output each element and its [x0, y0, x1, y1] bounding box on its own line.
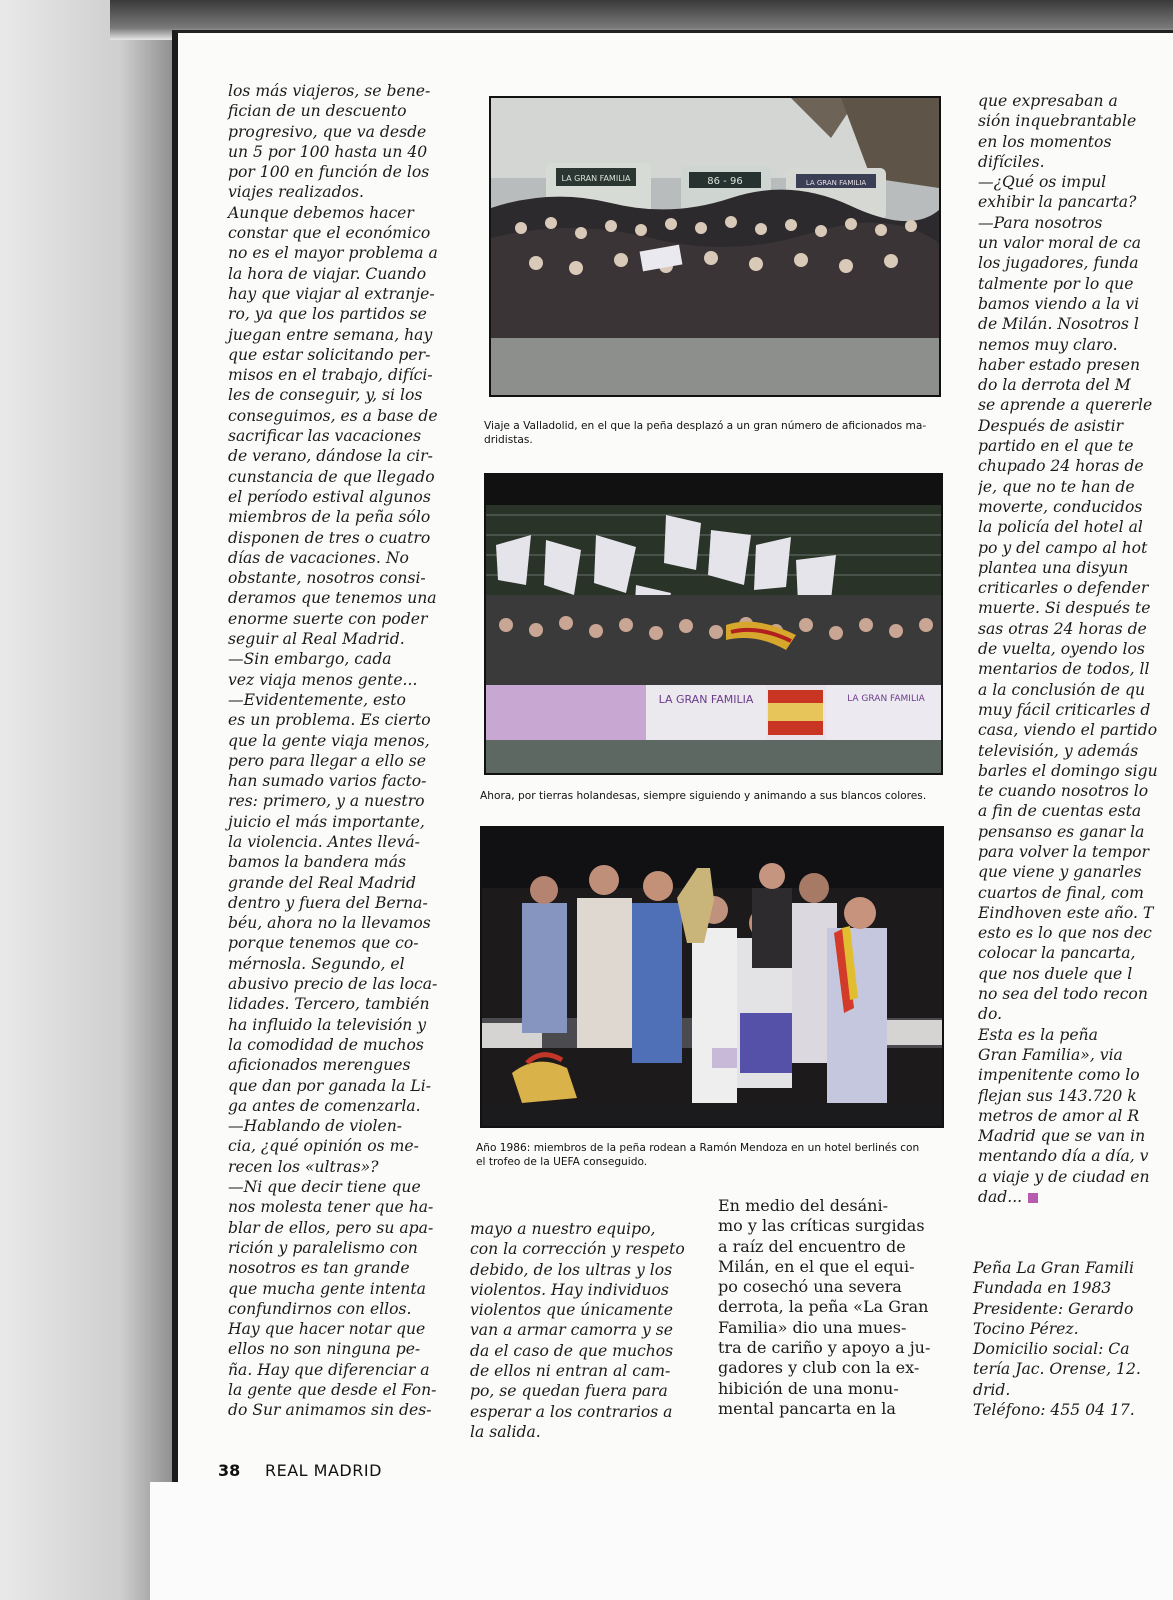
text-line: esperar a los contrarios a: [470, 1402, 673, 1421]
text-line: días de vacaciones. No: [228, 548, 409, 567]
text-line: casa, viendo el partido: [978, 721, 1158, 740]
text-line: les de conseguir, y, si los: [228, 386, 423, 405]
text-line: que la gente viaja menos,: [228, 731, 430, 750]
magazine-page: [172, 30, 1173, 1485]
banner-left: LA GRAN FAMILIA: [658, 693, 754, 706]
text-line: po y del campo al hot: [978, 538, 1148, 557]
text-line: aficionados merengues: [228, 1056, 411, 1075]
text-line: mérnosla. Segundo, el: [228, 954, 405, 973]
text-line: confundirnos con ellos.: [228, 1299, 412, 1318]
text-line: sas otras 24 horas de: [978, 619, 1147, 638]
text-line: Madrid que se van in: [978, 1127, 1146, 1146]
text-line: esto es lo que nos dec: [978, 924, 1152, 943]
text-line: cuartos de final, com: [978, 883, 1144, 902]
text-line: la gente que desde el Fon-: [228, 1381, 437, 1399]
info-line: drid.: [973, 1380, 1011, 1399]
caption-photo-3: Año 1986: miembros de la peña rodean a Ramón Mendoza en un hotel berlinés con el trofeo de la UEFA conseguido.: [476, 1142, 920, 1168]
text-line: se aprende a quererle: [978, 396, 1153, 415]
text-line: violentos que únicamente: [470, 1301, 673, 1320]
info-line: tería Jac. Orense, 12.: [973, 1360, 1141, 1379]
caption-photo-1: Viaje a Valladolid, en el que la peña desplazó a un gran número de aficionados ma- dridistas.: [484, 420, 927, 446]
text-line: nos molesta tener que ha-: [228, 1198, 434, 1217]
text-line: la salida.: [470, 1422, 541, 1441]
text-line: a la conclusión de qu: [978, 680, 1145, 699]
text-line: Aunque debemos hacer: [228, 203, 414, 222]
text-line: juicio el más importante,: [228, 812, 425, 831]
text-line: los jugadores, funda: [978, 254, 1139, 273]
photo-stadium-image: [486, 475, 941, 773]
text-line: nemos muy claro.: [978, 335, 1118, 354]
bus-sign-1: LA GRAN FAMILIA: [561, 174, 631, 183]
text-line: Milán, en el que el equi-: [718, 1256, 915, 1276]
text-line: muerte. Si después te: [978, 599, 1151, 618]
text-line: Después de asistir: [978, 416, 1124, 435]
text-line: tra de cariño y apoyo a ju-: [718, 1338, 931, 1358]
text-line: ga antes de comenzarla.: [228, 1096, 421, 1115]
text-line: haber estado presen: [978, 355, 1141, 374]
text-line: gadores y club con la ex-: [718, 1358, 920, 1378]
book-shadow-left: [0, 0, 200, 1600]
text-line: a fin de cuentas esta: [978, 802, 1142, 821]
text-line: difíciles.: [978, 152, 1045, 171]
text-line: en los momentos: [978, 132, 1112, 151]
text-line: los más viajeros, se bene-: [228, 82, 431, 100]
photo-valladolid-image: [491, 98, 939, 395]
text-line: te cuando nosotros lo: [978, 782, 1149, 801]
text-line: derrota, la peña «La Gran: [718, 1297, 929, 1317]
bus-sign-2: 86 - 96: [707, 176, 743, 187]
article-column-2: [470, 1219, 692, 1442]
text-line: la hora de viajar. Cuando: [228, 264, 427, 283]
text-line: bamos viendo a la vi: [978, 294, 1140, 313]
text-line: misos en el trabajo, difíci-: [228, 366, 433, 385]
text-line: seguir al Real Madrid.: [228, 630, 405, 649]
text-line: po, se quedan fuera para: [470, 1382, 668, 1401]
text-line: sacrificar las vacaciones: [228, 427, 422, 446]
text-line: disponen de tres o cuatro: [228, 528, 431, 547]
text-line: muy fácil criticarles d: [978, 700, 1151, 719]
text-line: a viaje y de ciudad en: [978, 1167, 1150, 1186]
text-line: obstante, nosotros consi-: [228, 569, 426, 588]
text-line: constar que el económico: [228, 224, 431, 243]
text-line: —Sin embargo, cada: [228, 650, 392, 669]
text-line: barles el domingo sigu: [978, 761, 1158, 780]
text-line: béu, ahora no la llevamos: [228, 914, 431, 933]
photo-trophy-image: [482, 828, 942, 1126]
magazine-name: REAL MADRID: [265, 1461, 382, 1480]
text-line: criticarles o defender: [978, 579, 1149, 598]
text-line: pero para llegar a ello se: [228, 751, 426, 770]
text-line: flejan sus 143.720 k: [978, 1086, 1137, 1105]
text-line: que mucha gente intenta: [228, 1279, 426, 1298]
info-line: Domicilio social: Ca: [973, 1340, 1130, 1359]
text-line: grande del Real Madrid: [228, 873, 416, 892]
text-line: de Milán. Nosotros l: [978, 315, 1139, 334]
text-line: impenitente como lo: [978, 1066, 1140, 1085]
caption-photo-2: Ahora, por tierras holandesas, siempre siguiendo y animando a sus blancos colores.: [480, 790, 927, 802]
text-line: abusivo precio de las loca-: [228, 975, 438, 994]
text-line: nosotros es tan grande: [228, 1259, 410, 1278]
info-line: Peña La Gran Famili: [973, 1259, 1134, 1277]
text-line: exhibir la pancarta?: [978, 193, 1137, 212]
text-line: —Para nosotros: [978, 213, 1103, 232]
text-line: metros de amor al R: [978, 1106, 1140, 1125]
text-line: es un problema. Es cierto: [228, 711, 431, 730]
text-line: mentando día a día, v: [978, 1147, 1149, 1166]
text-line: cia, ¿qué opinión os me-: [228, 1137, 419, 1156]
text-line: no sea del todo recon: [978, 985, 1148, 1004]
text-line: televisión, y además: [978, 741, 1139, 760]
text-line: la comodidad de muchos: [228, 1035, 424, 1054]
text-line: a raíz del encuentro de: [718, 1236, 906, 1256]
info-line: Presidente: Gerardo: [973, 1299, 1134, 1318]
text-line: do Sur animamos sin des-: [228, 1401, 432, 1420]
text-line: rición y paralelismo con: [228, 1238, 418, 1257]
text-line: un 5 por 100 hasta un 40: [228, 142, 428, 161]
text-line: un valor moral de ca: [978, 234, 1142, 253]
text-line: plantea una disyun: [978, 558, 1129, 577]
text-line: porque tenemos que co-: [228, 934, 419, 953]
text-line: je, que no te han de: [978, 477, 1135, 496]
text-line: talmente por lo que: [978, 274, 1134, 293]
text-line: lidades. Tercero, también: [228, 995, 430, 1014]
text-line: —Hablando de violen-: [228, 1117, 403, 1136]
info-line: Tocino Pérez.: [973, 1319, 1079, 1338]
text-line: pensanso es ganar la: [978, 822, 1145, 841]
text-line: por 100 en función de los: [228, 163, 430, 182]
article-column-1: [228, 81, 450, 1421]
text-line: no es el mayor problema a: [228, 244, 438, 263]
text-line: ña. Hay que diferenciar a: [228, 1360, 430, 1379]
text-line: recen los «ultras»?: [228, 1157, 379, 1176]
text-line: van a armar camorra y se: [470, 1321, 673, 1340]
text-line: la policía del hotel al: [978, 518, 1143, 537]
text-line: da el caso de que muchos: [470, 1341, 674, 1360]
text-line: mentarios de todos, ll: [978, 660, 1150, 679]
text-line: chupado 24 horas de: [978, 457, 1144, 476]
text-line: dad...: [978, 1187, 1173, 1207]
text-line: Familia» dio una mues-: [718, 1317, 907, 1337]
article-column-3: [718, 1196, 943, 1419]
text-line: que dan por ganada la Li-: [228, 1076, 431, 1095]
text-line: hay que viajar al extranje-: [228, 284, 435, 303]
text-line: deramos que tenemos una: [228, 589, 437, 608]
text-line: res: primero, y a nuestro: [228, 792, 425, 811]
text-line: que viene y ganarles: [978, 863, 1142, 882]
text-line: ro, ya que los partidos se: [228, 305, 427, 324]
text-line: mental pancarta en la: [718, 1398, 896, 1418]
text-line: hibición de una monu-: [718, 1378, 899, 1398]
pena-info-box: [973, 1258, 1173, 1420]
text-line: conseguimos, es a base de: [228, 406, 438, 425]
text-line: que expresaban a: [978, 92, 1118, 110]
text-line: de ellos ni entran al cam-: [470, 1362, 671, 1381]
text-line: ellos no son ninguna pe-: [228, 1340, 421, 1359]
text-line: que nos duele que l: [978, 964, 1133, 983]
text-line: blar de ellos, pero su apa-: [228, 1218, 434, 1237]
text-line: ha influido la televisión y: [228, 1015, 427, 1034]
text-line: la violencia. Antes llevá-: [228, 832, 420, 851]
text-line: debido, de los ultras y los: [470, 1260, 673, 1279]
text-line: mayo a nuestro equipo,: [470, 1220, 656, 1238]
text-line: cunstancia de que llegado: [228, 467, 435, 486]
text-line: mo y las críticas surgidas: [718, 1216, 925, 1236]
text-line: Esta es la peña: [978, 1025, 1098, 1044]
text-line: Eindhoven este año. T: [978, 903, 1154, 922]
text-line: viajes realizados.: [228, 183, 364, 202]
text-line: moverte, conducidos: [978, 497, 1143, 516]
text-line: progresivo, que va desde: [228, 122, 427, 141]
text-line: sión inquebrantable: [978, 112, 1137, 131]
text-line: bamos la bandera más: [228, 853, 406, 872]
text-line: —Ni que decir tiene que: [228, 1178, 421, 1197]
text-line: de verano, dándose la cir-: [228, 447, 433, 466]
text-line: do.: [978, 1005, 1003, 1024]
text-line: el período estival algunos: [228, 487, 431, 506]
text-line: partido en el que te: [978, 437, 1134, 456]
scan-background-bottom: [150, 1482, 1173, 1600]
bus-sign-3: LA GRAN FAMILIA: [805, 179, 867, 187]
text-line: Hay que hacer notar que: [228, 1320, 426, 1339]
banner-right: LA GRAN FAMILIA: [847, 694, 925, 704]
text-line: juegan entre semana, hay: [228, 325, 433, 344]
text-line: que estar solicitando per-: [228, 345, 431, 364]
info-line: Fundada en 1983: [973, 1279, 1112, 1298]
text-line: po cosechó una severa: [718, 1277, 902, 1297]
text-line: con la corrección y respeto: [470, 1240, 685, 1259]
page-number: 38: [218, 1461, 241, 1480]
text-line: miembros de la peña sólo: [228, 508, 431, 527]
photo-dutch-stadium: [484, 473, 943, 775]
text-line: para volver la tempor: [978, 842, 1149, 861]
text-line: Gran Familia», via: [978, 1045, 1123, 1064]
text-line: En medio del desáni-: [718, 1196, 888, 1215]
text-line: enorme suerte con poder: [228, 609, 428, 628]
text-line: do la derrota del M: [978, 376, 1131, 395]
text-line: violentos. Hay individuos: [470, 1280, 669, 1299]
end-of-article-mark: [1028, 1193, 1038, 1203]
text-line: —¿Qué os impul: [978, 173, 1107, 192]
text-line: fician de un descuento: [228, 102, 407, 121]
text-line: vez viaja menos gente...: [228, 670, 418, 689]
text-line: colocar la pancarta,: [978, 944, 1136, 963]
photo-valladolid-trip: [489, 96, 941, 397]
article-column-4: [978, 91, 1173, 1207]
info-line: Teléfono: 455 04 17.: [973, 1401, 1135, 1420]
text-line: —Evidentemente, esto: [228, 690, 406, 709]
text-line: han sumado varios facto-: [228, 772, 427, 791]
text-line: de vuelta, oyendo los: [978, 640, 1145, 659]
photo-berlin-hotel-trophy: [480, 826, 944, 1128]
text-line: dentro y fuera del Berna-: [228, 893, 428, 912]
